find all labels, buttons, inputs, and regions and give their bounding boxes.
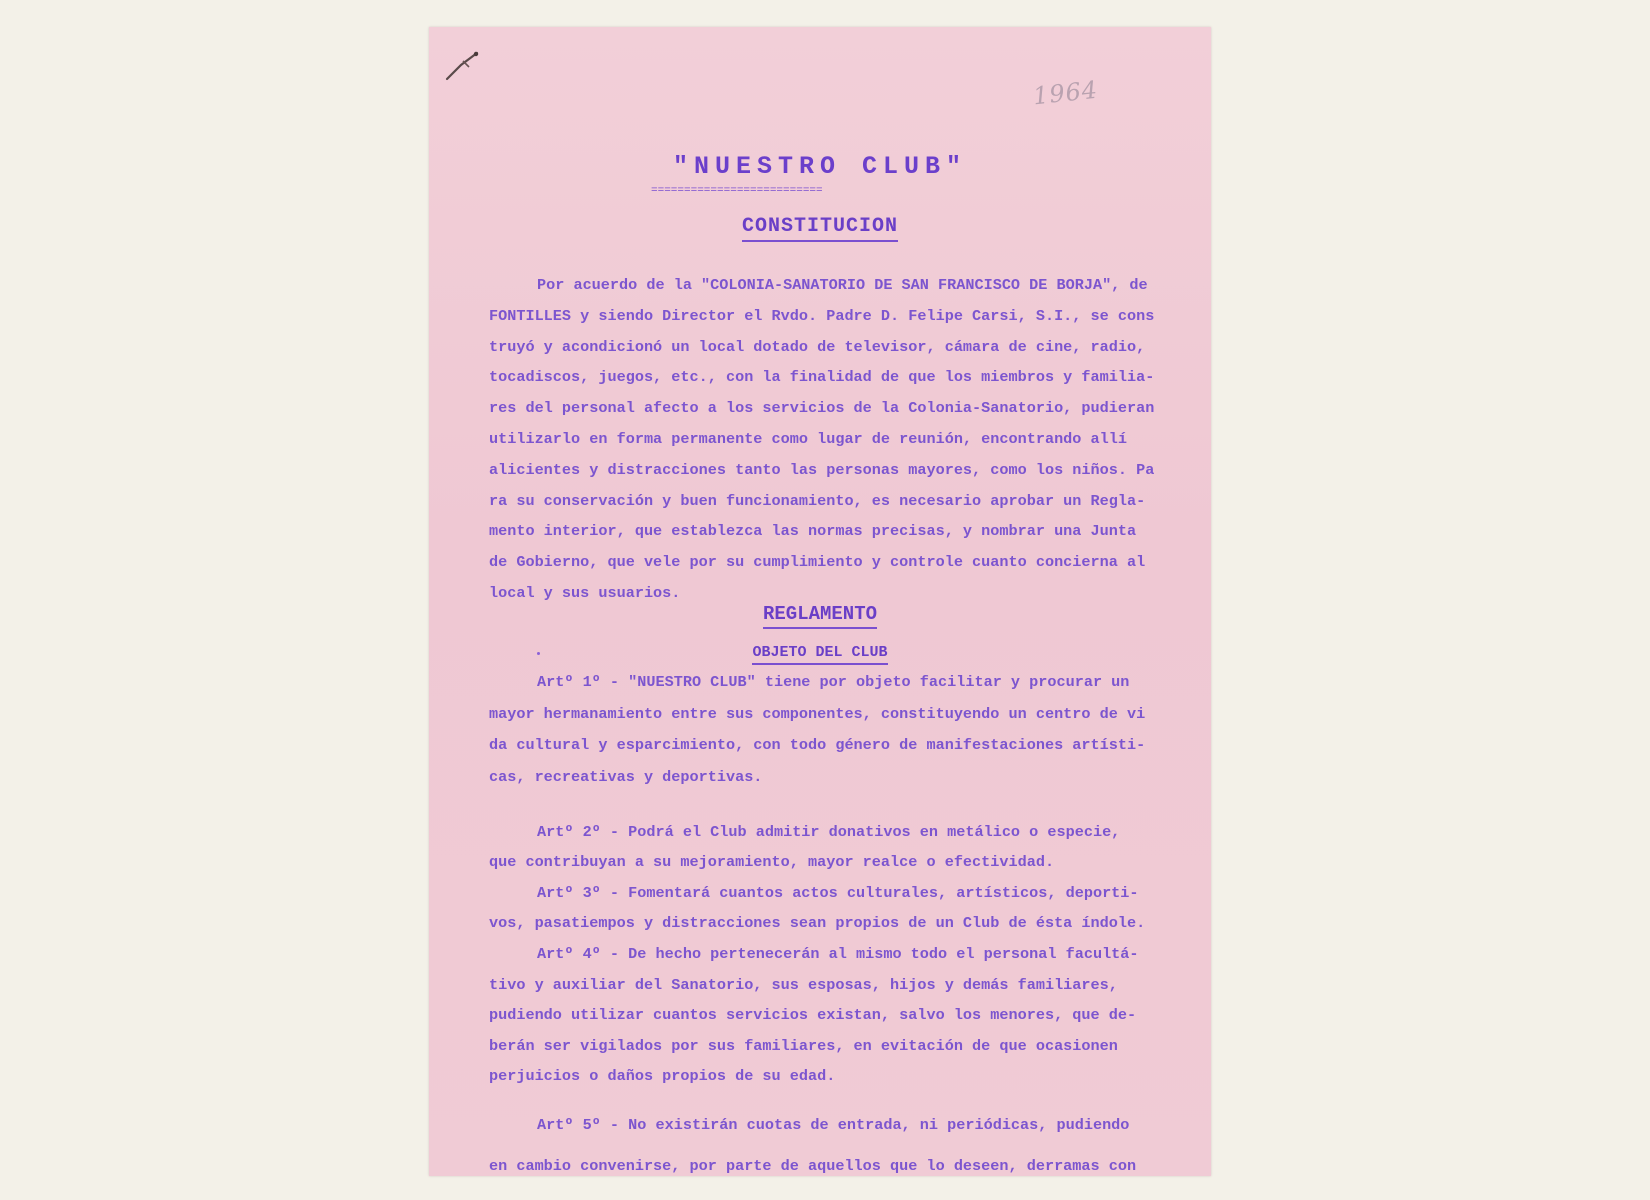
article-5 <box>489 1105 1189 1176</box>
paragraph-line: local y sus usuarios. <box>489 583 681 602</box>
paragraph-line: de Gobierno, que vele por su cumplimiento y controle cuanto concierna al <box>489 553 1146 572</box>
heading-objeto-del-club: OBJETO DEL CLUB <box>429 644 1211 661</box>
article-3 <box>489 879 1189 938</box>
paragraph-line: Artº 1º - "NUESTRO CLUB" tiene por objeto facilitar y procurar un <box>537 673 1130 691</box>
paragraph-line: FONTILLES y siendo Director el Rvdo. Padre D. Felipe Carsi, S.I., se cons <box>489 306 1155 325</box>
paragraph-line: alicientes y distracciones tanto las personas mayores, como los niños. Pa <box>489 460 1155 479</box>
handwritten-year-note: 1964 <box>1031 75 1100 111</box>
paragraph-line: tivo y auxiliar del Sanatorio, sus esposas, hijos y demás familiares, <box>489 975 1118 994</box>
paragraph-line: en cambio convenirse, por parte de aquellos que lo deseen, derramas con <box>489 1157 1137 1175</box>
paragraph-line: da cultural y esparcimiento, con todo género de manifestaciones artísti- <box>489 736 1146 754</box>
paragraph-line: ra su conservación y buen funcionamiento, es necesario aprobar un Regla- <box>489 491 1146 510</box>
heading-reglamento: REGLAMENTO <box>429 603 1211 625</box>
document-title: "NUESTRO CLUB" <box>672 152 968 181</box>
paragraph-line: truyó y acondicionó un local dotado de televisor, cámara de cine, radio, <box>489 337 1146 356</box>
paragraph-line: Artº 5º - No existirán cuotas de entrada, ni periódicas, pudiendo <box>537 1116 1130 1134</box>
article-2 <box>489 817 1189 877</box>
article-4 <box>489 939 1189 1092</box>
paragraph-line: perjuicios o daños propios de su edad. <box>489 1067 836 1085</box>
paragraph-line: Artº 2º - Podrá el Club admitir donativos en metálico o especie, <box>537 823 1121 841</box>
paragraph-line: tocadiscos, juegos, etc., con la finalidad de que los miembros y familia- <box>489 368 1155 387</box>
title-double-underline: ========================== <box>651 185 823 197</box>
paragraph-line: que contribuyan a su mejoramiento, mayor realce o efectividad. <box>489 853 1055 871</box>
paragraph-line: vos, pasatiempos y distracciones sean propios de un Club de ésta índole. <box>489 913 1146 932</box>
paragraph-line: cas, recreativas y deportivas. <box>489 767 763 786</box>
paragraph-line: utilizarlo en forma permanente como lugar de reunión, encontrando allí <box>489 429 1127 448</box>
paragraph-line: mento interior, que establezca las normas precisas, y nombrar una Junta <box>489 522 1137 541</box>
staple-mark-icon <box>443 45 487 85</box>
paragraph-line: berán ser vigilados por sus familiares, en evitación de que ocasionen <box>489 1036 1118 1055</box>
paragraph-line: mayor hermanamiento entre sus componentes, constituyendo un centro de vi <box>489 704 1146 723</box>
document-page <box>429 27 1211 1176</box>
article-1 <box>489 667 1189 793</box>
heading-constitucion: CONSTITUCION <box>429 215 1211 238</box>
paragraph-line: Por acuerdo de la "COLONIA-SANATORIO DE SAN FRANCISCO DE BORJA", de <box>537 276 1148 294</box>
paragraph-line: res del personal afecto a los servicios de la Colonia-Sanatorio, pudieran <box>489 399 1155 418</box>
paragraph-line: pudiendo utilizar cuantos servicios existan, salvo los menores, que de- <box>489 1006 1137 1024</box>
paragraph-line: Artº 4º - De hecho pertenecerán al mismo todo el personal facultá- <box>537 945 1139 963</box>
intro-paragraph <box>489 270 1189 609</box>
paragraph-line: Artº 3º - Fomentará cuantos actos culturales, artísticos, deporti- <box>537 884 1139 902</box>
